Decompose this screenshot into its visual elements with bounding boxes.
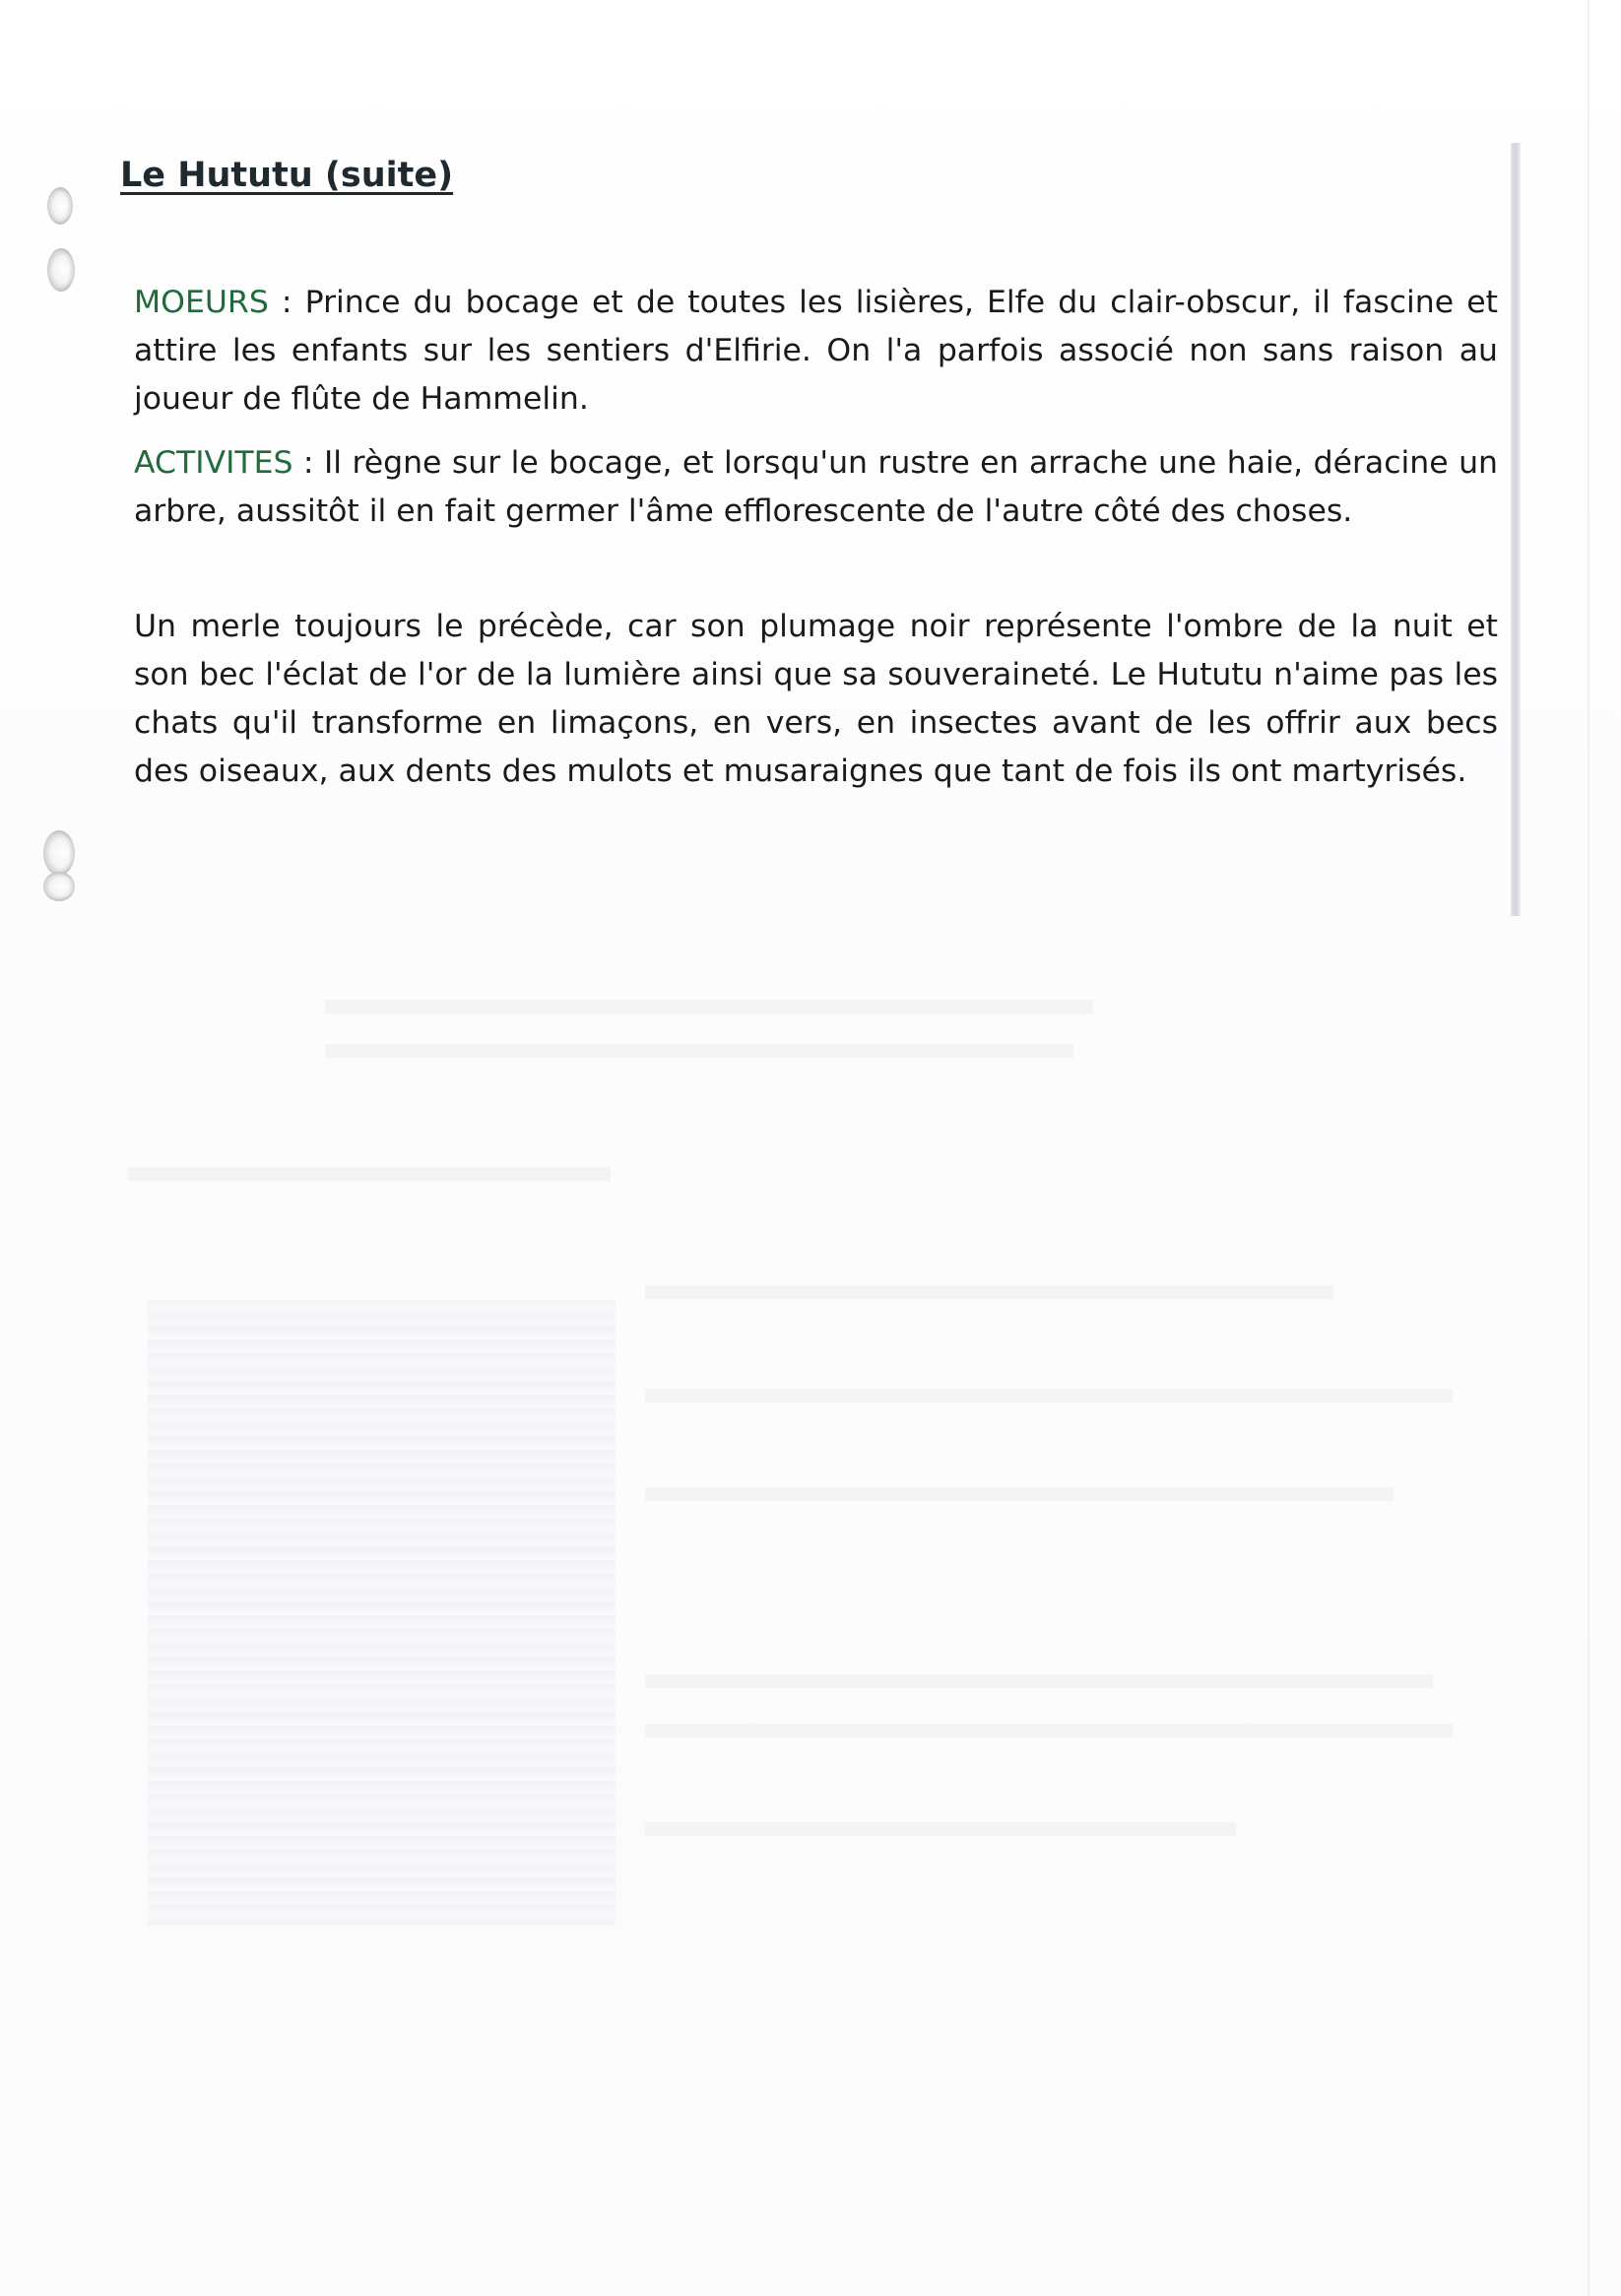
binder-hole bbox=[47, 248, 75, 292]
bleed-through-mark bbox=[128, 1167, 611, 1181]
paragraph-text: : Prince du bocage et de toutes les lisières, Elfe du clair-obscur, il fascine et attire les enfants sur les sentiers d'Elfirie. On l'a parfois associé non sans raison au joueur de flûte de Hammelin. bbox=[134, 285, 1498, 417]
bleed-through-image bbox=[148, 1300, 616, 1926]
section-label-activites: ACTIVITES bbox=[134, 445, 293, 481]
bleed-through-mark bbox=[645, 1285, 1334, 1299]
binder-hole bbox=[43, 830, 75, 876]
bleed-through-mark bbox=[645, 1822, 1236, 1836]
bleed-through-mark bbox=[325, 1044, 1073, 1058]
page-edge-shadow bbox=[1511, 143, 1521, 916]
paragraph-text: : Il règne sur le bocage, et lorsqu'un rustre en arrache une haie, déracine un arbre, aussitôt il en fait germer l'âme efflorescente de l'autre côté des choses. bbox=[134, 445, 1498, 529]
bleed-through-mark bbox=[325, 1000, 1093, 1014]
binder-hole bbox=[47, 187, 73, 225]
paragraph-text: Un merle toujours le précède, car son plumage noir représente l'ombre de la nuit et son bec l'éclat de l'or de la lumière ainsi que sa souveraineté. Le Hututu n'aime pas les chats qu'il transforme en limaçons, en vers, en insectes avant de les offrir aux becs des oiseaux, aux dents des mulots et musaraignes que tant de fois ils ont martyrisés. bbox=[134, 609, 1498, 789]
paragraph-merle bbox=[134, 603, 1498, 796]
paragraph-moeurs bbox=[134, 279, 1498, 424]
section-label-moeurs: MOEURS bbox=[134, 285, 269, 320]
bleed-through-mark bbox=[645, 1674, 1433, 1688]
paragraph-activites bbox=[134, 439, 1498, 536]
page-edge-line bbox=[1588, 0, 1589, 2296]
bleed-through-mark bbox=[645, 1389, 1453, 1403]
binder-hole bbox=[43, 872, 75, 901]
bleed-through-mark bbox=[645, 1724, 1453, 1738]
page-title: Le Hututu (suite) bbox=[120, 156, 454, 195]
bleed-through-mark bbox=[645, 1487, 1394, 1501]
